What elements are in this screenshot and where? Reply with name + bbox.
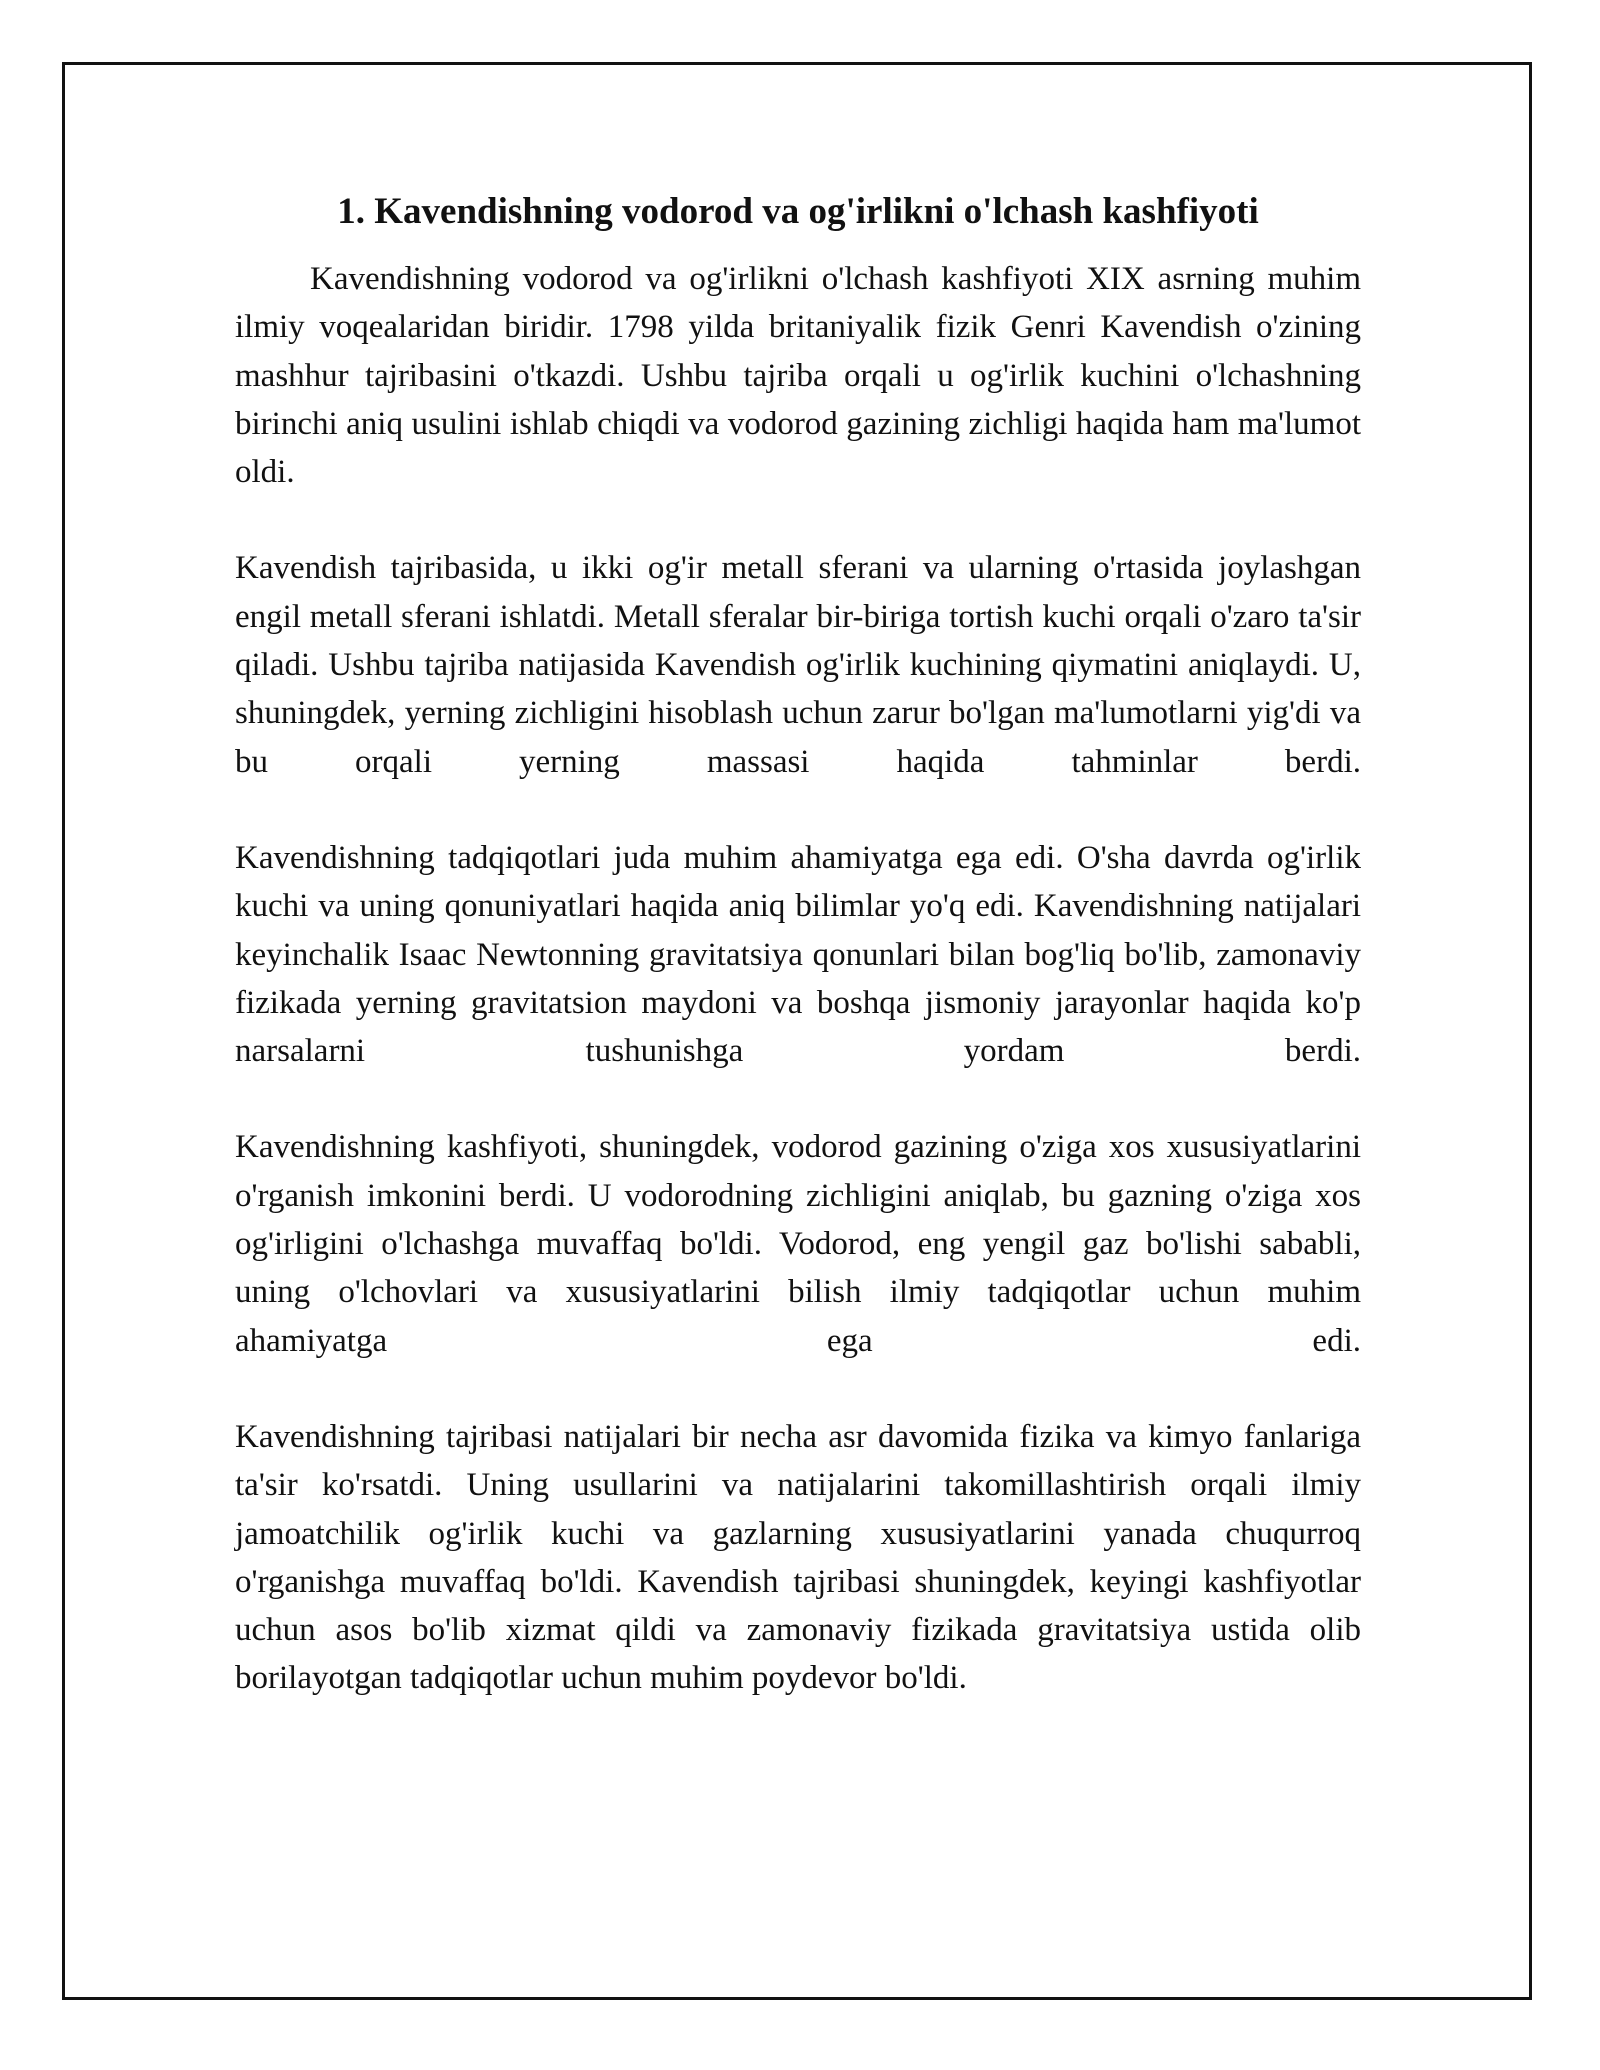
paragraph-1: Kavendishning vodorod va og'irlikni o'lchash kashfiyoti XIX asrning muhim ilmiy voqealaridan biridir. 1798 yilda britaniyalik fizik Genri Kavendish o'zining mashhur tajribasini o'tkazdi. Ushbu tajriba orqali u og'irlik kuchini o'lchashning birinchi aniq usulini ishlab chiqdi va vodorod gazining zichligi haqida ham ma'lumot oldi. <box>235 261 1361 491</box>
document-title: 1. Kavendishning vodorod va og'irlikni o'lchash kashfiyoti <box>337 191 1259 232</box>
paragraph-5: Kavendishning tajribasi natijalari bir necha asr davomida fizika va kimyo fanlariga ta'sir ko'rsatdi. Uning usullarini va natijalarini takomillashtirish orqali ilmiy jamoatchilik og'irlik kuchi va gazlarning xususiyatlarini yanada chuqurroq o'rganishga muvaffaq bo'ldi. Kavendish tajribasi shuningdek, keyingi kashfiyotlar uchun asos bo'lib xizmat qildi va zamonaviy fizikada gravitatsiya ustida olib borilayotgan tadqiqotlar uchun muhim poydevor bo'ldi. <box>235 1418 1361 1697</box>
paragraph-3: Kavendishning tadqiqotlari juda muhim ahamiyatga ega edi. O'sha davrda og'irlik kuchi va uning qonuniyatlari haqida aniq bilimlar yo'q edi. Kavendishning natijalari keyinchalik Isaac Newtonning gravitatsiya qonunlari bilan bog'liq bo'lib, zamonaviy fizikada yerning gravitatsion maydoni va boshqa jismoniy jarayonlar haqida ko'p narsalarni tushunishga yordam berdi. <box>235 839 1361 1070</box>
document-body <box>235 186 1361 1751</box>
paragraph-4: Kavendishning kashfiyoti, shuningdek, vodorod gazining o'ziga xos xususiyatlarini o'rganish imkonini berdi. U vodorodning zichligini aniqlab, bu gazning o'ziga xos og'irligini o'lchashga muvaffaq bo'ldi. Vodorod, eng yengil gaz bo'lishi sababli, uning o'lchovlari va xususiyatlarini bilish ilmiy tadqiqotlar uchun muhim ahamiyatga ega edi. <box>235 1129 1361 1359</box>
paragraph-2: Kavendish tajribasida, u ikki og'ir metall sferani va ularning o'rtasida joylashgan engil metall sferani ishlatdi. Metall sferalar bir-biriga tortish kuchi orqali o'zaro ta'sir qiladi. Ushbu tajriba natijasida Kavendish og'irlik kuchining qiymatini aniqlaydi. U, shuningdek, yerning zichligini hisoblash uchun zarur bo'lgan ma'lumotlarni yig'di va bu orqali yerning massasi haqida tahminlar berdi. <box>235 550 1361 780</box>
